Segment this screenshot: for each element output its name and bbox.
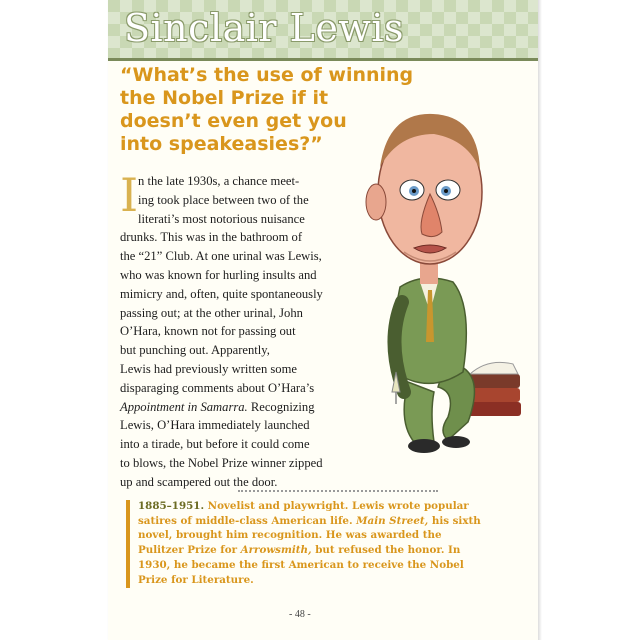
- bio-text: Pulitzer Prize for: [138, 544, 238, 557]
- section-divider: [238, 490, 438, 492]
- body-line: but punching out. Apparently,: [120, 343, 270, 358]
- body-line: who was known for hurling insults and: [120, 267, 317, 282]
- page-title: Sinclair Lewis: [124, 6, 405, 50]
- shoe-icon: [408, 439, 440, 453]
- neck-shape: [420, 262, 438, 284]
- drop-cap: I: [120, 168, 139, 222]
- bio-text: but refused the honor. In: [315, 544, 461, 557]
- body-line: literati’s most notorious nuisance: [138, 211, 305, 226]
- body-line: O’Hara, known not for passing out: [120, 324, 296, 339]
- bio-years: 1885–1951.: [138, 500, 205, 512]
- quote-line: doesn’t even get you: [120, 110, 347, 132]
- bio-line: [138, 543, 468, 558]
- pupil: [444, 189, 448, 193]
- body-line: into a tirade, but before it could come: [120, 437, 310, 452]
- book-title: Main Street,: [356, 514, 429, 527]
- book-title-rest: in Samarra.: [187, 399, 248, 414]
- biography-box: [138, 499, 481, 587]
- bio-text: satires of middle-class American life.: [138, 514, 353, 527]
- bio-line: Prize for Literature.: [138, 573, 254, 586]
- quote-line: the Nobel Prize if it: [120, 87, 329, 109]
- quote-line: into speakeasies?”: [120, 133, 323, 155]
- body-line-rest: Recognizing: [247, 399, 315, 414]
- header-rule: [108, 58, 538, 61]
- shoe-icon: [442, 436, 470, 448]
- body-line: up and scampered out the door.: [120, 474, 278, 489]
- bio-line: [138, 499, 468, 514]
- book-title: Appointment: [120, 399, 185, 414]
- body-line: Lewis, O’Hara immediately launched: [120, 418, 310, 433]
- open-book-icon: [470, 362, 518, 374]
- page-number: - 48 -: [289, 609, 311, 620]
- ear-shape: [366, 184, 386, 220]
- body-line: n the late 1930s, a chance meet-: [138, 174, 300, 188]
- body-line: disparaging comments about O’Hara’s: [120, 380, 315, 395]
- body-line: mimicry and, often, quite spontaneously: [120, 286, 323, 301]
- pupil: [412, 189, 416, 193]
- body-line: the “21” Club. At one urinal was Lewis,: [120, 249, 322, 264]
- body-line: to blows, the Nobel Prize winner zipped: [120, 455, 323, 470]
- bio-text: Novelist and playwright. Lewis wrote popular: [207, 500, 469, 512]
- quote-line: “What’s the use of winning: [120, 64, 414, 86]
- bio-line: 1930, he became the first American to receive the Nobel: [138, 558, 464, 571]
- caricature-illustration: [338, 92, 538, 460]
- book-title: Arrowsmith,: [240, 544, 312, 557]
- bio-text: his sixth: [431, 514, 481, 527]
- page-edge: [538, 0, 542, 640]
- body-line: Lewis had previously written some: [120, 361, 297, 376]
- bio-line: novel, brought him recognition. He was awarded the: [138, 529, 442, 542]
- bio-line: [138, 514, 481, 529]
- body-line: ing took place between two of the: [138, 192, 309, 207]
- body-line: drunks. This was in the bathroom of: [120, 230, 303, 245]
- body-line: passing out; at the other urinal, John: [120, 305, 303, 320]
- bio-accent-bar: [126, 500, 130, 588]
